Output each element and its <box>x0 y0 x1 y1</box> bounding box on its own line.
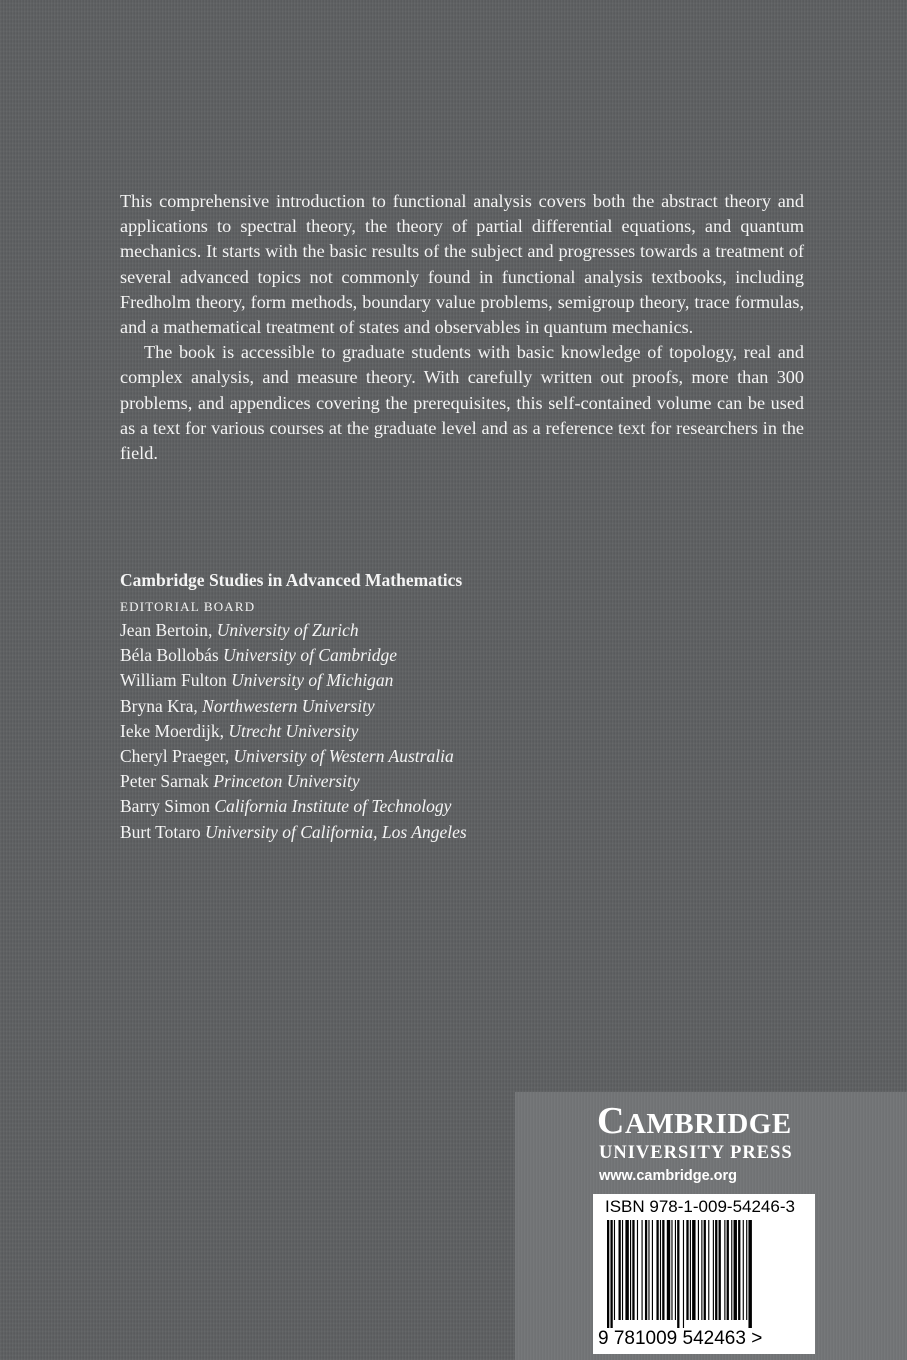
publisher-name-initial: C <box>597 1100 625 1142</box>
member-affiliation: California Institute of Technology <box>214 796 452 817</box>
series-title: Cambridge Studies in Advanced Mathematics <box>120 570 463 590</box>
member-affiliation: University of Michigan <box>231 670 394 691</box>
member-affiliation: Princeton University <box>213 771 360 792</box>
barcode-bar <box>625 1220 628 1320</box>
barcode-box <box>593 1194 815 1354</box>
barcode-bar <box>734 1220 737 1320</box>
barcode-bar <box>667 1220 670 1320</box>
barcode-bar <box>743 1220 744 1320</box>
barcode-bar <box>686 1220 688 1320</box>
publisher-press: UNIVERSITY PRESS <box>599 1143 793 1163</box>
barcode-bar <box>675 1220 676 1320</box>
barcode-bar <box>704 1220 706 1320</box>
barcode-bar <box>708 1220 709 1320</box>
board-member <box>120 719 620 744</box>
board-member <box>120 643 620 668</box>
member-name: Ieke Moerdijk, <box>120 720 224 741</box>
barcode-bar <box>715 1220 717 1320</box>
barcode-bar <box>698 1220 699 1320</box>
description-paragraph-2: The book is accessible to graduate students with basic knowledge of topology, real and complex analysis, and measure theory. With carefully written out proofs, more than 300 problems, and appendices covering the prerequisites, this self-contained volume can be used as a text for various courses at the graduate level and as a reference text for researchers in the field. <box>120 342 804 464</box>
publisher-logo <box>597 1101 792 1144</box>
member-affiliation: Utrecht University <box>228 720 359 741</box>
barcode-bar <box>656 1220 658 1320</box>
barcode-bar <box>660 1220 661 1320</box>
barcode-icon <box>603 1220 805 1328</box>
member-name: Cheryl Praeger, <box>120 746 230 767</box>
barcode-bar <box>731 1220 732 1320</box>
isbn-label: ISBN 978-1-009-54246-3 <box>605 1197 795 1216</box>
barcode-bar <box>632 1220 634 1320</box>
board-member <box>120 794 620 819</box>
member-name: Peter Sarnak <box>120 771 209 792</box>
member-affiliation: University of Zurich <box>216 620 359 640</box>
barcode-digits: 9 781009 542463 > <box>598 1328 763 1349</box>
barcode-bar <box>724 1220 725 1320</box>
barcode-bar <box>738 1220 740 1320</box>
barcode-bar <box>642 1220 643 1320</box>
board-member <box>120 694 620 719</box>
member-affiliation: University of California, Los Angeles <box>204 821 467 842</box>
member-name: Jean Bertoin, <box>120 620 213 640</box>
member-affiliation: University of Cambridge <box>223 645 398 666</box>
member-affiliation: Northwestern University <box>202 695 375 716</box>
series-section <box>120 568 620 845</box>
board-member <box>120 769 620 794</box>
barcode-bar <box>648 1220 649 1320</box>
barcode-bar <box>671 1220 672 1320</box>
barcode-bar <box>614 1220 615 1320</box>
editorial-board-label: EDITORIAL BOARD <box>120 599 256 614</box>
publisher-url: www.cambridge.org <box>599 1168 738 1184</box>
member-name: Burt Totaro <box>120 821 201 842</box>
description-paragraph-1: This comprehensive introduction to functional analysis covers both the abstract theory and applications to spectral theory, the theory of partial differential equations, and quantum mechanics. It starts with the basic results of the subject and progresses towards a treatment of several advanced topics not commonly found in functional analysis textbooks, including Fredholm theory, form methods, boundary value problems, semigroup theory, trace formulas, and a mathematical treatment of states and observables in quantum mechanics. <box>120 191 804 338</box>
barcode-bar <box>692 1220 695 1320</box>
board-member <box>120 618 620 643</box>
barcode-bar <box>748 1220 751 1328</box>
barcode-bar <box>619 1220 621 1320</box>
barcode-bar <box>607 1220 609 1328</box>
barcode-bar <box>610 1220 612 1328</box>
barcode-bar <box>701 1220 702 1320</box>
board-member <box>120 820 620 845</box>
member-affiliation: University of Western Australia <box>233 746 454 767</box>
barcode-bar <box>622 1220 623 1320</box>
barcode-bar <box>713 1220 714 1320</box>
barcode-bar <box>677 1220 679 1328</box>
barcode-bar <box>637 1220 638 1320</box>
barcode-bar <box>683 1220 684 1328</box>
barcode-bar <box>630 1220 631 1320</box>
book-description <box>120 189 804 466</box>
barcode-bar <box>690 1220 691 1320</box>
barcode-bar <box>719 1220 721 1320</box>
barcode-bar <box>727 1220 729 1320</box>
board-member <box>120 744 620 769</box>
member-name: William Fulton <box>120 670 227 691</box>
barcode-bar <box>652 1220 653 1320</box>
member-name: Barry Simon <box>120 796 210 817</box>
member-name: Bryna Kra, <box>120 695 198 716</box>
member-name: Béla Bollobás <box>120 645 219 666</box>
barcode-bar <box>662 1220 664 1320</box>
barcode-bar <box>645 1220 647 1320</box>
barcode-bar <box>746 1220 747 1320</box>
board-member <box>120 668 620 693</box>
publisher-name-rest: AMBRIDGE <box>624 1108 792 1140</box>
